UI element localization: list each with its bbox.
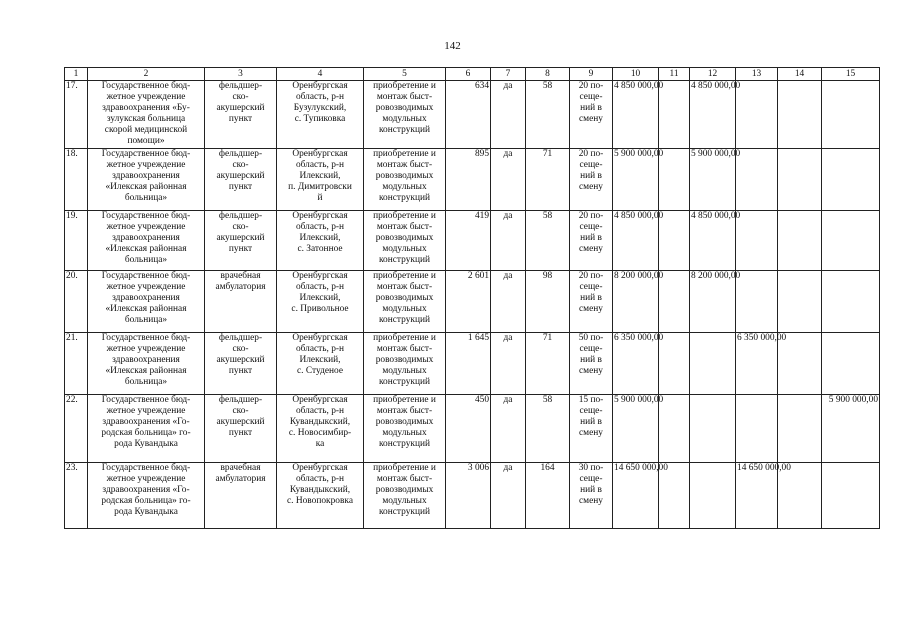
amount-col-10: 4 850 000,00 <box>613 211 659 271</box>
staff-value: 58 <box>526 81 570 149</box>
table-row <box>65 271 880 333</box>
table-row <box>65 149 880 211</box>
page-number: 142 <box>444 40 461 52</box>
amount-col-13 <box>736 211 778 271</box>
amount-col-10: 8 200 000,00 <box>613 271 659 333</box>
amount-col-10: 6 350 000,00 <box>613 333 659 395</box>
facility-location: Оренбургская область, р-н Илекский, с. Привольное <box>277 271 364 333</box>
table-row <box>65 395 880 463</box>
amount-col-10: 5 900 000,00 <box>613 395 659 463</box>
facility-type: врачебная амбулатория <box>205 463 277 529</box>
facility-location: Оренбургская область, р-н Илекский, с. Студеное <box>277 333 364 395</box>
column-number: 4 <box>277 68 364 81</box>
column-number: 6 <box>446 68 491 81</box>
flag-value: да <box>491 463 526 529</box>
amount-col-15 <box>822 271 880 333</box>
work-description: приобретение и монтаж быст- ровозводимых модульных конструкций <box>364 463 446 529</box>
amount-col-12: 8 200 000,00 <box>690 271 736 333</box>
facility-type: врачебная амбулатория <box>205 271 277 333</box>
capacity-value: 20 по- сеще- ний в смену <box>570 149 613 211</box>
facility-location: Оренбургская область, р-н Кувандыкский, с. Новосимбир- ка <box>277 395 364 463</box>
capacity-value: 30 по- сеще- ний в смену <box>570 463 613 529</box>
amount-col-10: 4 850 000,00 <box>613 81 659 149</box>
staff-value: 58 <box>526 395 570 463</box>
staff-value: 71 <box>526 333 570 395</box>
row-number: 23. <box>65 463 88 529</box>
capacity-value: 15 по- сеще- ний в смену <box>570 395 613 463</box>
table-row <box>65 333 880 395</box>
staff-value: 71 <box>526 149 570 211</box>
work-description: приобретение и монтаж быст- ровозводимых модульных конструкций <box>364 271 446 333</box>
institution-name: Государственное бюд- жетное учреждение здравоохранения «Бу- зулукская больница скорой медицинской помощи» <box>88 81 205 149</box>
facility-type: фельдшер- ско- акушерский пункт <box>205 149 277 211</box>
amount-col-15 <box>822 81 880 149</box>
facility-location: Оренбургская область, р-н Илекский, п. Димитровски й <box>277 149 364 211</box>
area-value: 419 <box>446 211 491 271</box>
amount-col-12: 5 900 000,00 <box>690 149 736 211</box>
table-row <box>65 81 880 149</box>
institution-name: Государственное бюд- жетное учреждение здравоохранения «Го- родская больница» го- рода Кувандыка <box>88 463 205 529</box>
row-number: 19. <box>65 211 88 271</box>
row-number: 20. <box>65 271 88 333</box>
institution-name: Государственное бюд- жетное учреждение здравоохранения «Илекская районная больница» <box>88 271 205 333</box>
work-description: приобретение и монтаж быст- ровозводимых модульных конструкций <box>364 149 446 211</box>
institution-name: Государственное бюд- жетное учреждение здравоохранения «Илекская районная больница» <box>88 333 205 395</box>
facility-type: фельдшер- ско- акушерский пункт <box>205 395 277 463</box>
amount-col-11 <box>659 271 690 333</box>
column-number: 3 <box>205 68 277 81</box>
amount-col-14 <box>778 149 822 211</box>
flag-value: да <box>491 271 526 333</box>
work-description: приобретение и монтаж быст- ровозводимых модульных конструкций <box>364 211 446 271</box>
staff-value: 164 <box>526 463 570 529</box>
amount-col-13 <box>736 395 778 463</box>
flag-value: да <box>491 81 526 149</box>
row-number: 18. <box>65 149 88 211</box>
amount-col-14 <box>778 271 822 333</box>
amount-col-11 <box>659 81 690 149</box>
staff-value: 98 <box>526 271 570 333</box>
column-number: 2 <box>88 68 205 81</box>
column-number: 14 <box>778 68 822 81</box>
row-number: 21. <box>65 333 88 395</box>
column-number: 15 <box>822 68 880 81</box>
facilities-table <box>64 67 880 529</box>
amount-col-11 <box>659 211 690 271</box>
work-description: приобретение и монтаж быст- ровозводимых модульных конструкций <box>364 333 446 395</box>
institution-name: Государственное бюд- жетное учреждение здравоохранения «Го- родская больница» го- рода Кувандыка <box>88 395 205 463</box>
amount-col-13 <box>736 149 778 211</box>
work-description: приобретение и монтаж быст- ровозводимых модульных конструкций <box>364 81 446 149</box>
capacity-value: 20 по- сеще- ний в смену <box>570 211 613 271</box>
amount-col-15 <box>822 463 880 529</box>
amount-col-13 <box>736 81 778 149</box>
facility-location: Оренбургская область, р-н Кувандыкский, с. Новопокровка <box>277 463 364 529</box>
amount-col-14 <box>778 211 822 271</box>
amount-col-14 <box>778 81 822 149</box>
column-number: 5 <box>364 68 446 81</box>
amount-col-13: 6 350 000,00 <box>736 333 778 395</box>
amount-col-15 <box>822 211 880 271</box>
flag-value: да <box>491 149 526 211</box>
column-number: 13 <box>736 68 778 81</box>
amount-col-12: 4 850 000,00 <box>690 81 736 149</box>
column-number: 9 <box>570 68 613 81</box>
column-number: 12 <box>690 68 736 81</box>
amount-col-12 <box>690 463 736 529</box>
area-value: 1 645 <box>446 333 491 395</box>
capacity-value: 20 по- сеще- ний в смену <box>570 271 613 333</box>
amount-col-10: 14 650 000,00 <box>613 463 659 529</box>
column-number: 8 <box>526 68 570 81</box>
column-number-row <box>65 68 880 81</box>
work-description: приобретение и монтаж быст- ровозводимых модульных конструкций <box>364 395 446 463</box>
area-value: 895 <box>446 149 491 211</box>
amount-col-15: 5 900 000,00 <box>822 395 880 463</box>
column-number: 11 <box>659 68 690 81</box>
facility-type: фельдшер- ско- акушерский пункт <box>205 333 277 395</box>
amount-col-11 <box>659 333 690 395</box>
facility-type: фельдшер- ско- акушерский пункт <box>205 211 277 271</box>
area-value: 2 601 <box>446 271 491 333</box>
amount-col-13 <box>736 271 778 333</box>
facility-type: фельдшер- ско- акушерский пункт <box>205 81 277 149</box>
amount-col-10: 5 900 000,00 <box>613 149 659 211</box>
amount-col-12 <box>690 333 736 395</box>
area-value: 634 <box>446 81 491 149</box>
area-value: 3 006 <box>446 463 491 529</box>
flag-value: да <box>491 395 526 463</box>
table-row <box>65 463 880 529</box>
row-number: 22. <box>65 395 88 463</box>
institution-name: Государственное бюд- жетное учреждение здравоохранения «Илекская районная больница» <box>88 149 205 211</box>
institution-name: Государственное бюд- жетное учреждение здравоохранения «Илекская районная больница» <box>88 211 205 271</box>
area-value: 450 <box>446 395 491 463</box>
amount-col-14 <box>778 395 822 463</box>
row-number: 17. <box>65 81 88 149</box>
amount-col-15 <box>822 333 880 395</box>
amount-col-13: 14 650 000,00 <box>736 463 778 529</box>
staff-value: 58 <box>526 211 570 271</box>
amount-col-15 <box>822 149 880 211</box>
amount-col-12 <box>690 395 736 463</box>
flag-value: да <box>491 333 526 395</box>
column-number: 7 <box>491 68 526 81</box>
amount-col-12: 4 850 000,00 <box>690 211 736 271</box>
column-number: 1 <box>65 68 88 81</box>
capacity-value: 50 по- сеще- ний в смену <box>570 333 613 395</box>
amount-col-11 <box>659 395 690 463</box>
amount-col-11 <box>659 149 690 211</box>
flag-value: да <box>491 211 526 271</box>
column-number: 10 <box>613 68 659 81</box>
capacity-value: 20 по- сеще- ний в смену <box>570 81 613 149</box>
table-row <box>65 211 880 271</box>
facility-location: Оренбургская область, р-н Илекский, с. Затонное <box>277 211 364 271</box>
facility-location: Оренбургская область, р-н Бузулукский, с. Тупиковка <box>277 81 364 149</box>
